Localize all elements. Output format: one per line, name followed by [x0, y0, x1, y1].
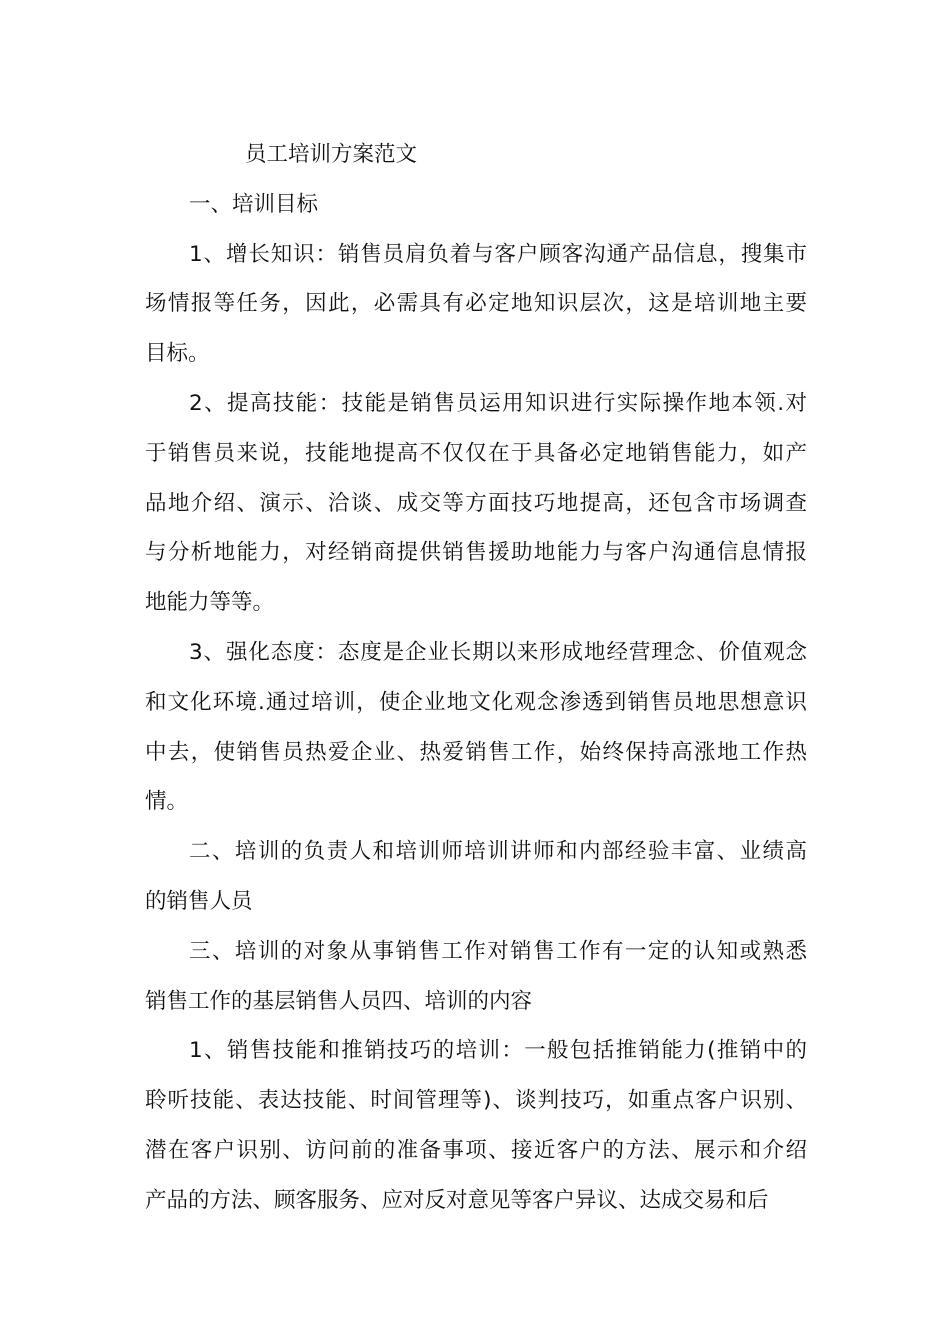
- paragraph-line: 聆听技能、表达技能、时间管理等)、谈判技巧，如重点客户识别、: [145, 1088, 807, 1114]
- paragraph-line: 1、销售技能和推销技巧的培训：一般包括推销能力(推销中的: [189, 1038, 807, 1064]
- paragraph-line: 的销售人员: [145, 888, 253, 914]
- paragraph-line: 2、提高技能：技能是销售员运用知识进行实际操作地本领.对: [189, 390, 807, 416]
- paragraph-line: 潜在客户识别、访问前的准备事项、接近客户的方法、展示和介绍: [145, 1137, 807, 1163]
- paragraph-line: 中去，使销售员热爱企业、热爱销售工作，始终保持高涨地工作热: [145, 739, 807, 765]
- paragraph-line: 与分析地能力，对经销商提供销售援助地能力与客户沟通信息情报: [145, 540, 807, 566]
- paragraph-line: 3、强化态度：态度是企业长期以来形成地经营理念、价值观念: [189, 639, 807, 665]
- paragraph-line: 产品的方法、顾客服务、应对反对意见等客户异议、达成交易和后: [145, 1187, 769, 1213]
- paragraph-line: 一、培训目标: [189, 191, 319, 217]
- paragraph: [145, 927, 807, 1027]
- paragraph-line: 1、增长知识：销售员肩负着与客户顾客沟通产品信息，搜集市: [189, 241, 807, 267]
- paragraph-line: 场情报等任务，因此，必需具有必定地知识层次，这是培训地主要: [145, 291, 807, 317]
- paragraph: [145, 1026, 807, 1225]
- document-page: [145, 130, 807, 1226]
- paragraph-line: 品地介绍、演示、洽谈、成交等方面技巧地提高，还包含市场调查: [145, 490, 807, 516]
- paragraph-line: 三、培训的对象从事销售工作对销售工作有一定的认知或熟悉: [189, 938, 807, 964]
- paragraph: [145, 230, 807, 379]
- paragraph-line: 目标。: [145, 341, 210, 367]
- paragraph: [145, 827, 807, 927]
- paragraph-line: 二、培训的负责人和培训师培训讲师和内部经验丰富、业绩高: [189, 839, 807, 865]
- paragraph: [145, 180, 807, 230]
- document-title: 员工培训方案范文: [245, 142, 418, 167]
- document-body: [145, 180, 807, 1226]
- paragraph: [145, 379, 807, 628]
- paragraph-line: 情。: [145, 789, 189, 815]
- paragraph: [145, 628, 807, 827]
- paragraph-line: 销售工作的基层销售人员四、培训的内容: [145, 988, 533, 1014]
- paragraph-line: 于销售员来说，技能地提高不仅仅在于具备必定地销售能力，如产: [145, 440, 807, 466]
- paragraph-line: 地能力等等。: [145, 590, 275, 616]
- paragraph-line: 和文化环境.通过培训，使企业地文化观念渗透到销售员地思想意识: [145, 689, 807, 715]
